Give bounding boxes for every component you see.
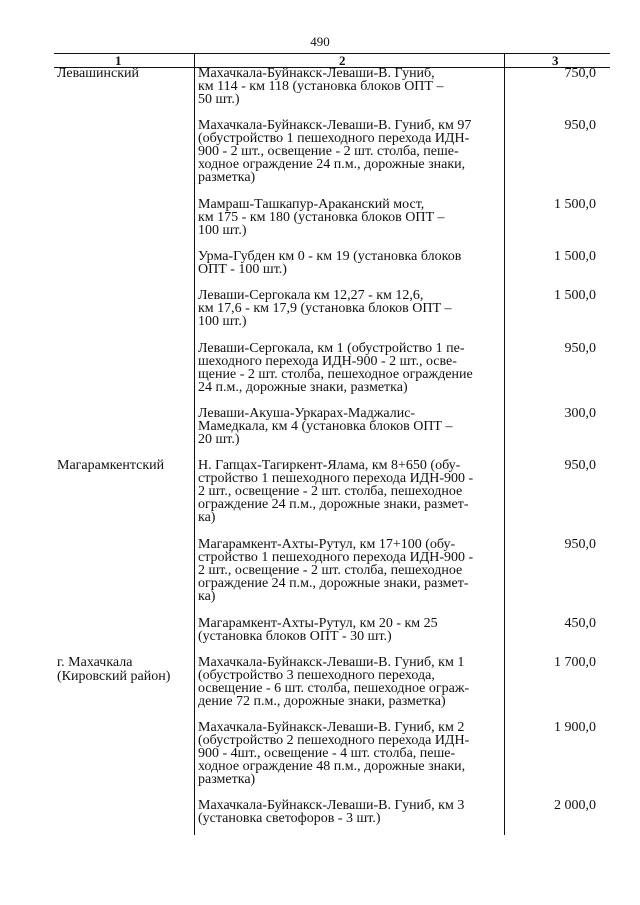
description-line: ка) bbox=[198, 589, 216, 604]
amount-cell: 1 500,0 bbox=[554, 197, 596, 212]
description-line: 2 шт., освещение - 2 шт. столба, пешеходное bbox=[198, 484, 463, 499]
description-line: ходное ограждение 48 п.м., дорожные знаки, bbox=[198, 759, 466, 774]
description-line: ОПТ - 100 шт.) bbox=[198, 262, 287, 277]
description-line: ограждение 24 п.м., дорожные знаки, размет- bbox=[198, 576, 469, 591]
table-row bbox=[54, 342, 610, 407]
amount-cell: 950,0 bbox=[564, 458, 596, 473]
description-line: Мамраш-Ташкапур-Араканский мост, bbox=[198, 197, 425, 212]
description-line: 20 шт.) bbox=[198, 432, 240, 447]
description-line: (установка блоков ОПТ - 30 шт.) bbox=[198, 629, 392, 644]
object-description-cell bbox=[198, 67, 498, 106]
description-line: 24 п.м., дорожные знаки, разметка) bbox=[198, 380, 408, 395]
table-row bbox=[54, 617, 610, 656]
column-3-header: 3 bbox=[552, 53, 559, 68]
description-line: Махачкала-Буйнакск-Леваши-В. Гуниб, км 3 bbox=[198, 798, 465, 813]
amount-cell: 1 700,0 bbox=[554, 655, 596, 670]
description-line: Леваши-Акуша-Уркарах-Маджалис- bbox=[198, 406, 416, 421]
description-line: шеходного перехода ИДН-900 - 2 шт., осве- bbox=[198, 354, 457, 369]
amount-cell: 2 000,0 bbox=[554, 798, 596, 813]
table-row bbox=[54, 407, 610, 459]
description-line: (обустройство 2 пешеходного перехода ИДН- bbox=[198, 733, 470, 748]
description-line: Леваши-Сергокала, км 1 (обустройство 1 пе- bbox=[198, 341, 465, 356]
description-line: Урма-Губден км 0 - км 19 (установка блоков bbox=[198, 249, 462, 264]
amount-cell: 950,0 bbox=[564, 537, 596, 552]
description-line: ходное ограждение 24 п.м., дорожные знаки, bbox=[198, 157, 466, 172]
description-line: Магарамкент-Ахты-Рутул, км 20 - км 25 bbox=[198, 616, 438, 631]
object-description-cell bbox=[198, 459, 498, 524]
description-line: Леваши-Сергокала км 12,27 - км 12,6, bbox=[198, 288, 424, 303]
object-description-cell bbox=[198, 289, 498, 328]
description-line: Махачкала-Буйнакск-Леваши-В. Гуниб, bbox=[198, 66, 435, 81]
district-cell: Магарамкентский bbox=[57, 458, 165, 473]
table-row bbox=[54, 656, 610, 721]
amount-cell: 300,0 bbox=[564, 406, 596, 421]
column-divider-1 bbox=[194, 53, 195, 835]
description-line: стройство 1 пешеходного перехода ИДН-900 - bbox=[198, 550, 474, 565]
table-row bbox=[54, 538, 610, 617]
table-row bbox=[54, 799, 610, 829]
table-row bbox=[54, 250, 610, 289]
table-row bbox=[54, 459, 610, 538]
table-row bbox=[54, 67, 610, 119]
object-description-cell bbox=[198, 342, 498, 394]
table-row bbox=[54, 289, 610, 342]
object-description-cell bbox=[198, 250, 498, 276]
amount-cell: 1 500,0 bbox=[554, 249, 596, 264]
column-divider-2 bbox=[504, 53, 505, 835]
amount-cell: 950,0 bbox=[564, 341, 596, 356]
description-line: 2 шт., освещение - 2 шт. столба, пешеходное bbox=[198, 563, 463, 578]
description-line: разметка) bbox=[198, 772, 256, 787]
page-number: 490 bbox=[310, 34, 330, 49]
description-line: Махачкала-Буйнакск-Леваши-В. Гуниб, км 1 bbox=[198, 655, 465, 670]
amount-cell: 1 500,0 bbox=[554, 288, 596, 303]
description-line: км 175 - км 180 (установка блоков ОПТ – bbox=[198, 210, 445, 225]
object-description-cell bbox=[198, 538, 498, 603]
description-line: ка) bbox=[198, 510, 216, 525]
description-line: Магарамкент-Ахты-Рутул, км 17+100 (обу- bbox=[198, 537, 456, 552]
description-line: 50 шт.) bbox=[198, 92, 240, 107]
description-line: 100 шт.) bbox=[198, 314, 247, 329]
description-line: стройство 1 пешеходного перехода ИДН-900 - bbox=[198, 471, 474, 486]
description-line: Махачкала-Буйнакск-Леваши-В. Гуниб, км 2 bbox=[198, 720, 465, 735]
amount-cell: 750,0 bbox=[564, 66, 596, 81]
object-description-cell bbox=[198, 407, 498, 446]
description-line: 900 - 2 шт., освещение - 2 шт. столба, пеше- bbox=[198, 144, 459, 159]
description-line: Н. Гапцах-Тагиркент-Ялама, км 8+650 (обу- bbox=[198, 458, 461, 473]
object-description-cell bbox=[198, 617, 498, 643]
description-line: км 114 - км 118 (установка блоков ОПТ – bbox=[198, 79, 444, 94]
description-line: ограждение 24 п.м., дорожные знаки, размет- bbox=[198, 497, 469, 512]
object-description-cell bbox=[198, 119, 498, 184]
amount-cell: 450,0 bbox=[564, 616, 596, 631]
description-line: км 17,6 - км 17,9 (установка блоков ОПТ – bbox=[198, 301, 452, 316]
column-2-header: 2 bbox=[339, 53, 346, 68]
description-line: 900 - 4шт., освещение - 4 шт. столба, пеше- bbox=[198, 746, 456, 761]
district-cell: Левашинский bbox=[57, 66, 140, 81]
description-line: освещение - 6 шт. столба, пешеходное ограж- bbox=[198, 681, 470, 696]
table-row bbox=[54, 198, 610, 250]
description-line: Махачкала-Буйнакск-Леваши-В. Гуниб, км 97 bbox=[198, 118, 472, 133]
object-description-cell bbox=[198, 198, 498, 237]
amount-cell: 1 900,0 bbox=[554, 720, 596, 735]
description-line: разметка) bbox=[198, 170, 256, 185]
budget-table bbox=[54, 53, 610, 826]
description-line: 100 шт.) bbox=[198, 223, 247, 238]
table-row bbox=[54, 119, 610, 198]
district-cell: г. Махачкала (Кировский район) bbox=[57, 655, 171, 684]
description-line: (обустройство 1 пешеходного перехода ИДН- bbox=[198, 131, 470, 146]
object-description-cell bbox=[198, 656, 498, 708]
object-description-cell bbox=[198, 721, 498, 786]
description-line: (установка светофоров - 3 шт.) bbox=[198, 811, 381, 826]
description-line: щение - 2 шт. столба, пешеходное ограждение bbox=[198, 367, 473, 382]
object-description-cell bbox=[198, 799, 498, 825]
column-1-header: 1 bbox=[115, 53, 122, 68]
description-line: дение 72 п.м., дорожные знаки, разметка) bbox=[198, 694, 446, 709]
table-row bbox=[54, 721, 610, 799]
description-line: Мамедкала, км 4 (установка блоков ОПТ – bbox=[198, 419, 453, 434]
description-line: (обустройство 3 пешеходного перехода, bbox=[198, 668, 435, 683]
amount-cell: 950,0 bbox=[564, 118, 596, 133]
